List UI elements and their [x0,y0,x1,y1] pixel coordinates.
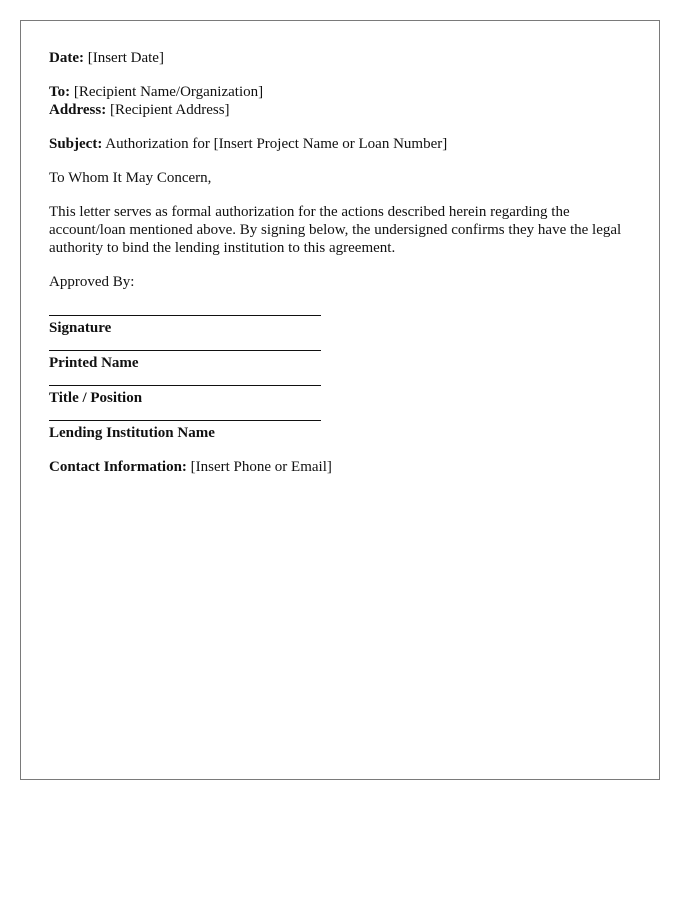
to-line [49,83,639,101]
title-block [49,385,639,407]
institution-block [49,420,639,442]
contact-label: Contact Information: [49,459,187,475]
printed-name-block [49,350,639,372]
approved-by: Approved By: [49,274,135,290]
date-value: [Insert Date] [87,50,164,66]
subject-line [49,135,639,153]
body-paragraph: This letter serves as formal authorization for the actions described herein regarding the account/loan mentioned above. By signing below, the undersigned confirms they have the legal authority to bind the lending institution to this agreement. [49,204,622,256]
institution-line [49,420,321,421]
institution-label: Lending Institution Name [49,425,215,441]
letter-page [20,20,660,780]
title-line [49,385,321,386]
address-value: [Recipient Address] [109,102,230,118]
title-label: Title / Position [49,390,143,406]
signature-label: Signature [49,320,112,336]
letter-content [49,49,639,476]
signature-line [49,315,321,316]
signature-block [49,315,639,337]
address-label: Address: [49,102,107,118]
subject-label: Subject: [49,136,103,152]
to-label: To: [49,84,71,100]
printed-name-line [49,350,321,351]
contact-line [49,458,639,476]
subject-value: Authorization for [Insert Project Name or Loan Number] [105,136,448,152]
contact-value: [Insert Phone or Email] [190,459,332,475]
address-line [49,101,639,119]
printed-name-label: Printed Name [49,355,139,371]
salutation: To Whom It May Concern, [49,170,212,186]
to-value: [Recipient Name/Organization] [73,84,264,100]
date-line [49,49,639,67]
date-label: Date: [49,50,84,66]
